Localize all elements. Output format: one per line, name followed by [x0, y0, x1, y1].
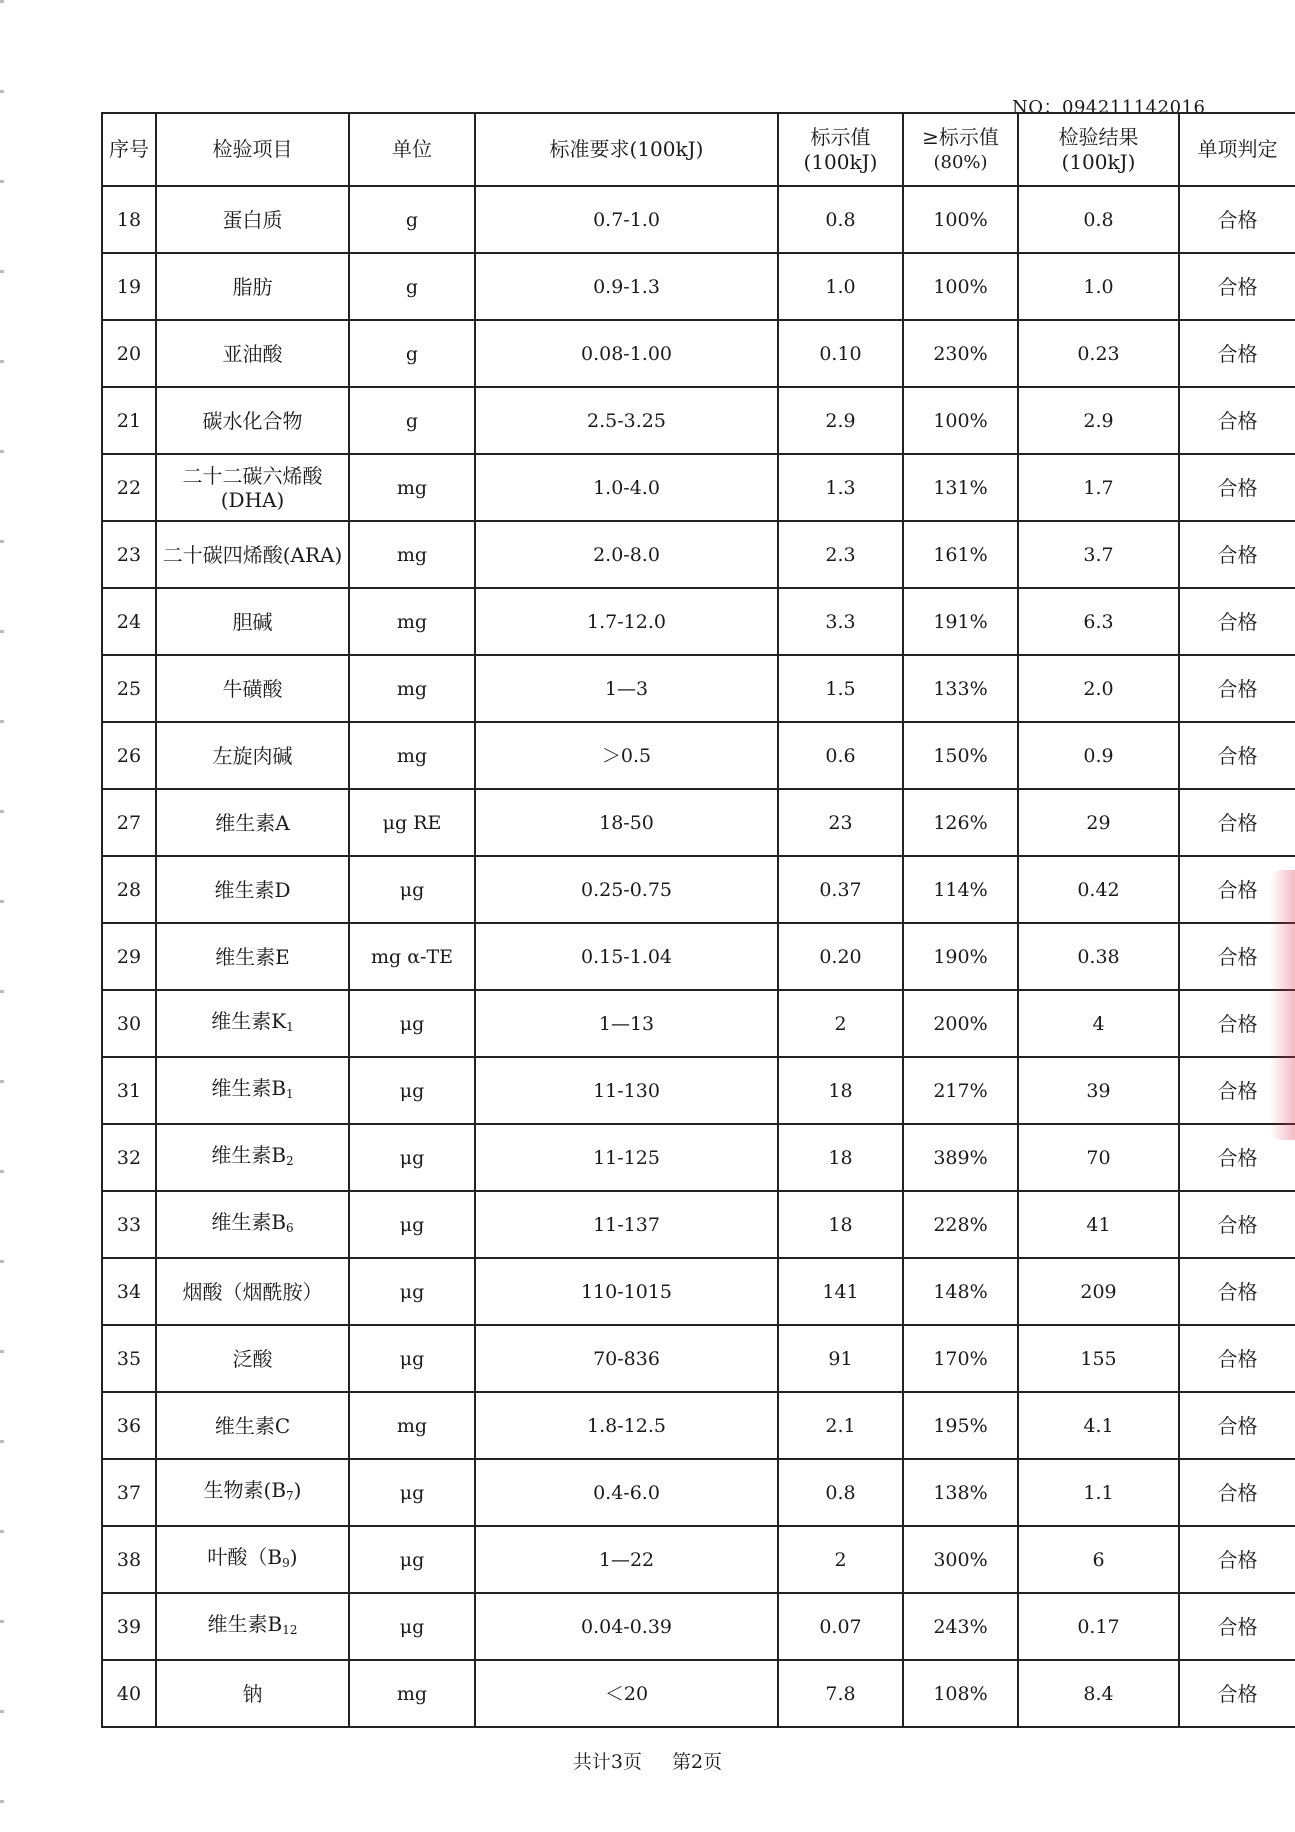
item-name: 维生素E [215, 944, 290, 969]
table-body [102, 186, 1295, 1727]
cell-label-value: 91 [778, 1325, 903, 1392]
cell-unit: μg [349, 1325, 475, 1392]
cell-item [156, 588, 349, 655]
cell-standard: ＜20 [475, 1660, 778, 1727]
cell-verdict: 合格 [1179, 253, 1295, 320]
cell-unit: mg α-TE [349, 923, 475, 990]
item-subscript: 1 [286, 1086, 294, 1101]
cell-label-value: 3.3 [778, 588, 903, 655]
cell-result: 1.7 [1018, 454, 1179, 521]
cell-percent: 228% [903, 1191, 1018, 1258]
table-row [102, 186, 1295, 253]
cell-verdict: 合格 [1179, 521, 1295, 588]
cell-percent: 195% [903, 1392, 1018, 1459]
scan-edge-marks [0, 0, 4, 1832]
cell-percent: 243% [903, 1593, 1018, 1660]
cell-label-value: 23 [778, 789, 903, 856]
cell-result: 1.0 [1018, 253, 1179, 320]
cell-item [156, 923, 349, 990]
item-subscript: 1 [286, 1019, 294, 1034]
cell-unit: g [349, 387, 475, 454]
item-name: 烟酸（烟酰胺） [182, 1279, 323, 1304]
cell-percent: 138% [903, 1459, 1018, 1526]
cell-unit: μg [349, 1258, 475, 1325]
cell-seq: 22 [102, 454, 156, 521]
table-header-row [102, 113, 1295, 186]
cell-result: 70 [1018, 1124, 1179, 1191]
cell-unit: μg [349, 856, 475, 923]
current-page: 第2页 [672, 1751, 723, 1773]
cell-standard: 0.25-0.75 [475, 856, 778, 923]
cell-result: 29 [1018, 789, 1179, 856]
cell-percent: 200% [903, 990, 1018, 1057]
cell-item [156, 1526, 349, 1593]
item-subscript: 7 [286, 1488, 294, 1503]
cell-label-value: 0.8 [778, 1459, 903, 1526]
cell-standard: 11-130 [475, 1057, 778, 1124]
header-seq: 序号 [102, 113, 156, 186]
cell-seq: 24 [102, 588, 156, 655]
cell-seq: 30 [102, 990, 156, 1057]
table-row [102, 655, 1295, 722]
item-name: 亚油酸 [222, 341, 283, 366]
header-percent [903, 113, 1018, 186]
cell-unit: mg [349, 1660, 475, 1727]
cell-unit: μg [349, 1057, 475, 1124]
cell-percent: 100% [903, 387, 1018, 454]
item-name: 维生素A [215, 810, 290, 835]
table-row [102, 1459, 1295, 1526]
table-row [102, 1258, 1295, 1325]
table-row [102, 1660, 1295, 1727]
cell-percent: 126% [903, 789, 1018, 856]
cell-percent: 150% [903, 722, 1018, 789]
cell-standard: 0.08-1.00 [475, 320, 778, 387]
cell-result: 8.4 [1018, 1660, 1179, 1727]
cell-unit: g [349, 253, 475, 320]
cell-unit: mg [349, 722, 475, 789]
cell-percent: 114% [903, 856, 1018, 923]
cell-result: 1.1 [1018, 1459, 1179, 1526]
cell-verdict: 合格 [1179, 990, 1295, 1057]
cell-item [156, 1325, 349, 1392]
cell-verdict: 合格 [1179, 186, 1295, 253]
cell-item [156, 1124, 349, 1191]
cell-standard: 1—3 [475, 655, 778, 722]
cell-label-value: 0.10 [778, 320, 903, 387]
red-seal-stamp-fragment [1270, 870, 1295, 1140]
cell-unit: μg RE [349, 789, 475, 856]
item-name: 维生素B [211, 1142, 287, 1167]
cell-standard: 0.4-6.0 [475, 1459, 778, 1526]
cell-item [156, 1258, 349, 1325]
cell-item [156, 186, 349, 253]
cell-verdict: 合格 [1179, 923, 1295, 990]
cell-standard: 0.7-1.0 [475, 186, 778, 253]
table-row [102, 990, 1295, 1057]
item-name: 生物素(B [203, 1477, 287, 1502]
cell-label-value: 0.8 [778, 186, 903, 253]
table-row [102, 856, 1295, 923]
cell-verdict: 合格 [1179, 454, 1295, 521]
cell-seq: 25 [102, 655, 156, 722]
cell-label-value: 18 [778, 1124, 903, 1191]
cell-result: 0.9 [1018, 722, 1179, 789]
inspection-results-table [101, 112, 1295, 1728]
header-result [1018, 113, 1179, 186]
item-name-line2: (DHA) [220, 487, 285, 512]
cell-label-value: 18 [778, 1057, 903, 1124]
cell-result: 0.8 [1018, 186, 1179, 253]
cell-verdict: 合格 [1179, 1057, 1295, 1124]
header-standard: 标准要求(100kJ) [475, 113, 778, 186]
cell-unit: μg [349, 990, 475, 1057]
cell-percent: 108% [903, 1660, 1018, 1727]
cell-verdict: 合格 [1179, 1124, 1295, 1191]
header-result-line2: (100kJ) [1061, 149, 1136, 174]
cell-standard: 0.15-1.04 [475, 923, 778, 990]
cell-percent: 131% [903, 454, 1018, 521]
cell-unit: mg [349, 588, 475, 655]
cell-standard: ＞0.5 [475, 722, 778, 789]
cell-label-value: 0.20 [778, 923, 903, 990]
cell-percent: 100% [903, 186, 1018, 253]
table-row [102, 1392, 1295, 1459]
table-row [102, 923, 1295, 990]
header-item: 检验项目 [156, 113, 349, 186]
cell-item [156, 1392, 349, 1459]
item-name: 脂肪 [232, 274, 273, 299]
cell-seq: 20 [102, 320, 156, 387]
cell-seq: 32 [102, 1124, 156, 1191]
report-number: NO：094211142016 [1012, 97, 1206, 118]
cell-result: 4 [1018, 990, 1179, 1057]
cell-label-value: 2.1 [778, 1392, 903, 1459]
cell-standard: 2.5-3.25 [475, 387, 778, 454]
cell-result: 0.17 [1018, 1593, 1179, 1660]
header-unit: 单位 [349, 113, 475, 186]
cell-label-value: 1.5 [778, 655, 903, 722]
cell-standard: 70-836 [475, 1325, 778, 1392]
cell-result: 155 [1018, 1325, 1179, 1392]
cell-result: 0.23 [1018, 320, 1179, 387]
cell-percent: 191% [903, 588, 1018, 655]
cell-unit: μg [349, 1593, 475, 1660]
cell-item [156, 1593, 349, 1660]
cell-result: 6 [1018, 1526, 1179, 1593]
item-suffix: ) [289, 1544, 298, 1569]
table-row [102, 1191, 1295, 1258]
cell-verdict: 合格 [1179, 655, 1295, 722]
table-row [102, 789, 1295, 856]
item-name: 维生素B [207, 1611, 283, 1636]
cell-seq: 39 [102, 1593, 156, 1660]
cell-item [156, 789, 349, 856]
cell-standard: 1.8-12.5 [475, 1392, 778, 1459]
table-row [102, 387, 1295, 454]
item-name: 胆碱 [232, 609, 273, 634]
cell-standard: 11-137 [475, 1191, 778, 1258]
header-percent-line2: (80%) [933, 151, 988, 173]
cell-verdict: 合格 [1179, 1593, 1295, 1660]
cell-unit: g [349, 320, 475, 387]
cell-verdict: 合格 [1179, 856, 1295, 923]
cell-seq: 18 [102, 186, 156, 253]
cell-percent: 161% [903, 521, 1018, 588]
cell-unit: μg [349, 1124, 475, 1191]
item-name: 维生素B [211, 1209, 287, 1234]
cell-seq: 31 [102, 1057, 156, 1124]
table-row [102, 454, 1295, 521]
cell-item [156, 454, 349, 521]
cell-seq: 21 [102, 387, 156, 454]
cell-result: 0.42 [1018, 856, 1179, 923]
item-name: 碳水化合物 [202, 408, 303, 433]
page-footer [0, 1747, 1295, 1774]
table-row [102, 722, 1295, 789]
cell-verdict: 合格 [1179, 1392, 1295, 1459]
table-row [102, 320, 1295, 387]
cell-standard: 0.9-1.3 [475, 253, 778, 320]
cell-verdict: 合格 [1179, 1258, 1295, 1325]
table-row [102, 1526, 1295, 1593]
cell-unit: g [349, 186, 475, 253]
cell-item [156, 1057, 349, 1124]
cell-item [156, 521, 349, 588]
cell-label-value: 2.9 [778, 387, 903, 454]
cell-unit: mg [349, 1392, 475, 1459]
table-row [102, 1325, 1295, 1392]
item-name: 蛋白质 [222, 207, 283, 232]
header-percent-line1: ≥标示值 [922, 124, 999, 149]
header-result-line1: 检验结果 [1058, 124, 1139, 149]
cell-result: 0.38 [1018, 923, 1179, 990]
item-subscript: 12 [282, 1622, 298, 1637]
cell-unit: μg [349, 1191, 475, 1258]
cell-result: 3.7 [1018, 521, 1179, 588]
item-name: 维生素D [214, 877, 291, 902]
cell-label-value: 2.3 [778, 521, 903, 588]
cell-standard: 1—13 [475, 990, 778, 1057]
item-name: 牛磺酸 [222, 676, 283, 701]
cell-label-value: 0.6 [778, 722, 903, 789]
cell-standard: 1—22 [475, 1526, 778, 1593]
cell-label-value: 1.3 [778, 454, 903, 521]
table-row [102, 1124, 1295, 1191]
cell-item [156, 1191, 349, 1258]
cell-result: 6.3 [1018, 588, 1179, 655]
cell-result: 209 [1018, 1258, 1179, 1325]
cell-result: 2.0 [1018, 655, 1179, 722]
table-row [102, 588, 1295, 655]
cell-percent: 133% [903, 655, 1018, 722]
cell-percent: 217% [903, 1057, 1018, 1124]
cell-verdict: 合格 [1179, 1526, 1295, 1593]
item-suffix: ) [293, 1477, 302, 1502]
cell-seq: 29 [102, 923, 156, 990]
cell-item [156, 990, 349, 1057]
cell-item [156, 655, 349, 722]
header-label-value [778, 113, 903, 186]
cell-unit: mg [349, 655, 475, 722]
cell-verdict: 合格 [1179, 1459, 1295, 1526]
cell-verdict: 合格 [1179, 387, 1295, 454]
table-row [102, 1593, 1295, 1660]
cell-label-value: 0.37 [778, 856, 903, 923]
cell-standard: 110-1015 [475, 1258, 778, 1325]
cell-standard: 2.0-8.0 [475, 521, 778, 588]
header-verdict: 单项判定 [1179, 113, 1295, 186]
cell-label-value: 2 [778, 1526, 903, 1593]
cell-result: 41 [1018, 1191, 1179, 1258]
cell-item [156, 1660, 349, 1727]
item-name: 维生素K [211, 1008, 287, 1033]
cell-result: 39 [1018, 1057, 1179, 1124]
table-row [102, 1057, 1295, 1124]
cell-item [156, 856, 349, 923]
cell-label-value: 0.07 [778, 1593, 903, 1660]
cell-label-value: 1.0 [778, 253, 903, 320]
cell-seq: 38 [102, 1526, 156, 1593]
cell-label-value: 7.8 [778, 1660, 903, 1727]
cell-result: 2.9 [1018, 387, 1179, 454]
header-label-line1: 标示值 [810, 124, 871, 149]
cell-seq: 28 [102, 856, 156, 923]
cell-seq: 33 [102, 1191, 156, 1258]
item-name: 泛酸 [232, 1346, 273, 1371]
cell-verdict: 合格 [1179, 1660, 1295, 1727]
cell-verdict: 合格 [1179, 722, 1295, 789]
item-name: 维生素C [214, 1413, 291, 1438]
cell-seq: 36 [102, 1392, 156, 1459]
cell-standard: 11-125 [475, 1124, 778, 1191]
item-subscript: 9 [282, 1555, 290, 1570]
item-name: 二十碳四烯酸(ARA) [162, 542, 343, 567]
cell-verdict: 合格 [1179, 588, 1295, 655]
cell-seq: 19 [102, 253, 156, 320]
cell-unit: μg [349, 1459, 475, 1526]
cell-seq: 23 [102, 521, 156, 588]
cell-result: 4.1 [1018, 1392, 1179, 1459]
cell-percent: 300% [903, 1526, 1018, 1593]
cell-percent: 148% [903, 1258, 1018, 1325]
cell-unit: μg [349, 1526, 475, 1593]
cell-standard: 18-50 [475, 789, 778, 856]
cell-item [156, 253, 349, 320]
header-label-line2: (100kJ) [803, 149, 878, 174]
item-name: 叶酸（B [207, 1544, 283, 1569]
cell-verdict: 合格 [1179, 320, 1295, 387]
cell-seq: 40 [102, 1660, 156, 1727]
cell-percent: 389% [903, 1124, 1018, 1191]
inspection-table-container [101, 112, 1295, 1728]
cell-unit: mg [349, 454, 475, 521]
cell-standard: 0.04-0.39 [475, 1593, 778, 1660]
cell-item [156, 722, 349, 789]
table-row [102, 521, 1295, 588]
item-name: 左旋肉碱 [212, 743, 293, 768]
item-name: 维生素B [211, 1075, 287, 1100]
cell-unit: mg [349, 521, 475, 588]
cell-item [156, 387, 349, 454]
cell-standard: 1.0-4.0 [475, 454, 778, 521]
cell-label-value: 2 [778, 990, 903, 1057]
table-row [102, 253, 1295, 320]
cell-percent: 230% [903, 320, 1018, 387]
item-name: 钠 [242, 1681, 263, 1706]
cell-percent: 170% [903, 1325, 1018, 1392]
item-subscript: 2 [286, 1153, 294, 1168]
cell-verdict: 合格 [1179, 1325, 1295, 1392]
cell-seq: 26 [102, 722, 156, 789]
cell-verdict: 合格 [1179, 1191, 1295, 1258]
cell-seq: 35 [102, 1325, 156, 1392]
cell-seq: 34 [102, 1258, 156, 1325]
cell-verdict: 合格 [1179, 789, 1295, 856]
cell-percent: 100% [903, 253, 1018, 320]
total-pages: 共计3页 [572, 1751, 642, 1773]
cell-seq: 37 [102, 1459, 156, 1526]
cell-label-value: 141 [778, 1258, 903, 1325]
cell-seq: 27 [102, 789, 156, 856]
cell-item [156, 320, 349, 387]
item-name: 二十二碳六烯酸 [182, 463, 323, 488]
cell-standard: 1.7-12.0 [475, 588, 778, 655]
item-subscript: 6 [286, 1220, 294, 1235]
cell-percent: 190% [903, 923, 1018, 990]
cell-item [156, 1459, 349, 1526]
cell-label-value: 18 [778, 1191, 903, 1258]
